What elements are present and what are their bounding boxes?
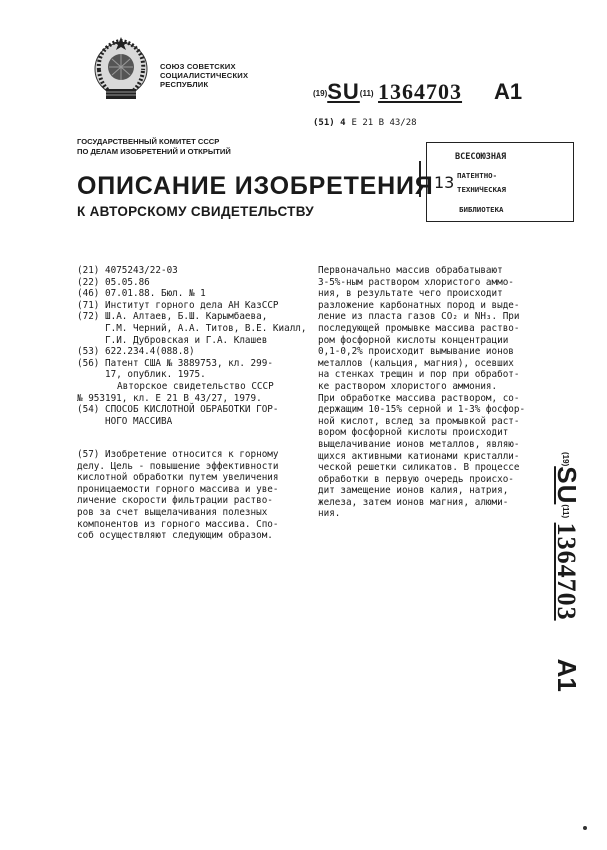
biblio-entry (77, 358, 312, 370)
ipc-prefix: (51) 4 (313, 118, 346, 128)
country-code: SU (327, 79, 360, 104)
biblio-code: (21) (77, 265, 100, 276)
union-name-line: СОЮЗ СОВЕТСКИХ (160, 62, 236, 71)
side-patent-number: 1364703 (552, 522, 581, 621)
abstract-line: держащим 10-15% серной и 1-3% фосфор- (318, 404, 526, 416)
biblio-value: Патент США № 3889753, кл. 299- (105, 357, 273, 369)
abstract-line: дит замещение ионов калия, натрия, (318, 485, 509, 497)
biblio-code: (56) (77, 357, 100, 369)
biblio-value: 05.05.86 (105, 276, 150, 288)
biblio-entry (77, 311, 312, 323)
side-label-text (551, 452, 582, 692)
abstract-line: проницаемости горного массива и уве- (77, 483, 279, 495)
abstract-line: ния, в результате чего происходит (318, 288, 503, 300)
abstract-line: щихся активными катионами кристалли- (318, 450, 520, 462)
abstract-line: 0,1-0,2% происходит вымывание ионов (318, 346, 514, 358)
side-pub-tag-19: (19) (561, 452, 570, 467)
abstract-line: последующей промывке массива раство- (318, 322, 520, 334)
biblio-value: 4075243/22-03 (105, 265, 178, 276)
biblio-value: Ш.А. Алтаев, Б.Ш. Карымбаева, (105, 311, 268, 323)
biblio-code: (53) (77, 346, 100, 358)
abstract-line: делу. Цель - повышение эффективности (77, 460, 279, 472)
abstract-line: ной кислот, вслед за промывкой раст- (318, 415, 520, 427)
abstract-line: на стенках трещин и пор при обработ- (318, 369, 520, 381)
kind-code: A1 (494, 79, 523, 104)
committee-name (77, 137, 231, 156)
ipc-classification (313, 118, 417, 128)
document-title: ОПИСАНИЕ ИЗОБРЕТЕНИЯ (77, 172, 434, 200)
abstract-line: ров за счет выщелачивания полезных (77, 506, 268, 518)
abstract-line: вором фосфорной кислоты происходит (318, 427, 509, 439)
abstract-left-column (77, 449, 312, 542)
stamp-number: 13 (434, 173, 455, 192)
stamp-line: БИБЛИОТЕКА (459, 205, 504, 214)
side-pub-tag-11: (11) (561, 504, 570, 519)
abstract-line: металлов (кальция, магния), осевших (318, 357, 514, 369)
patent-number: 1364703 (378, 79, 463, 104)
biblio-value: Институт горного дела АН КазССР (105, 299, 279, 311)
union-name-line: СОЦИАЛИСТИЧЕСКИХ (160, 71, 249, 80)
biblio-value: 17, опублик. 1975. (105, 369, 206, 381)
biblio-entry (77, 265, 312, 277)
invention-title-line: (54) СПОСОБ КИСЛОТНОЙ ОБРАБОТКИ ГОР- (77, 404, 279, 416)
invention-title-line: НОГО МАССИВА (105, 415, 173, 427)
abstract-right-column (318, 265, 550, 520)
biblio-value: Г.И. Дубровская и Г.А. Клашев (105, 334, 268, 346)
abstract-line: ром фосфорной кислоты концентрации (318, 334, 509, 346)
abstract-line: ление из пласта газов СО₂ и NH₃. При (318, 311, 520, 323)
abstract-line: (57) Изобретение относится к горному (77, 449, 279, 460)
cert-line: № 953191, кл. Е 21 В 43/27, 1979. (77, 392, 262, 404)
abstract-line: соб осуществляют следующим образом. (77, 530, 273, 542)
biblio-value: 07.01.88. Бюл. № 1 (105, 288, 206, 300)
biblio-value: Г.М. Черний, А.А. Титов, В.Е. Киалл, (105, 322, 307, 334)
cert-line: Авторское свидетельство СССР (117, 380, 274, 392)
library-stamp (426, 142, 574, 222)
side-kind-code: A1 (552, 658, 582, 692)
biblio-code: (46) (77, 288, 100, 300)
bibliographic-data (77, 265, 312, 427)
abstract-line: разложение карбонатных пород и выде- (318, 299, 520, 311)
biblio-entry (77, 277, 312, 289)
ipc-value: E 21 B 43/28 (351, 118, 417, 128)
biblio-entry (77, 288, 312, 300)
committee-line: ГОСУДАРСТВЕННЫЙ КОМИТЕТ СССР (77, 137, 220, 146)
abstract-line: железа, затем ионов магния, алюми- (318, 496, 509, 508)
publication-number (313, 79, 522, 105)
pub-tag-19: (19) (313, 89, 328, 98)
abstract-line: Первоначально массив обрабатывают (318, 265, 503, 276)
abstract-line: ческой решетки силикатов. В процессе (318, 462, 520, 474)
stamp-line: ПАТЕНТНО- (457, 171, 498, 180)
abstract-line: личение скорости фильтрации раство- (77, 495, 273, 507)
union-name-line: РЕСПУБЛИК (160, 80, 209, 89)
biblio-entry (77, 346, 312, 358)
abstract-line: компонентов из горного массива. Спо- (77, 518, 279, 530)
abstract-line: выщелачивание ионов металлов, являю- (318, 438, 520, 450)
biblio-code: (72) (77, 311, 100, 323)
biblio-value: 622.234.4(088.8) (105, 346, 195, 358)
abstract-line: кислотной обработки путем увеличения (77, 472, 279, 484)
biblio-code: (22) (77, 276, 100, 288)
side-country-code: SU (552, 466, 582, 505)
side-publication-label (538, 452, 588, 732)
committee-line: ПО ДЕЛАМ ИЗОБРЕТЕНИЙ И ОТКРЫТИЙ (77, 146, 231, 156)
biblio-entry (77, 300, 312, 312)
stamp-line: ТЕХНИЧЕСКАЯ (457, 185, 506, 194)
document-subtitle: К АВТОРСКОМУ СВИДЕТЕЛЬСТВУ (77, 204, 314, 219)
state-emblem-icon (86, 34, 156, 106)
abstract-line: 3-5%-ным раствором хлористого аммо- (318, 276, 514, 288)
abstract-line: ке раствором хлористого аммония. (318, 380, 498, 392)
stamp-line: ВСЕСОЮЗНАЯ (455, 152, 507, 162)
abstract-line: При обработке массива раствором, со- (318, 392, 520, 404)
biblio-code: (71) (77, 299, 100, 311)
pub-tag-11: (11) (359, 89, 374, 98)
abstract-line: обработки в первую очередь происхо- (318, 473, 514, 485)
abstract-line: ния. (318, 508, 341, 520)
margin-mark (583, 826, 587, 830)
union-name (160, 62, 248, 89)
